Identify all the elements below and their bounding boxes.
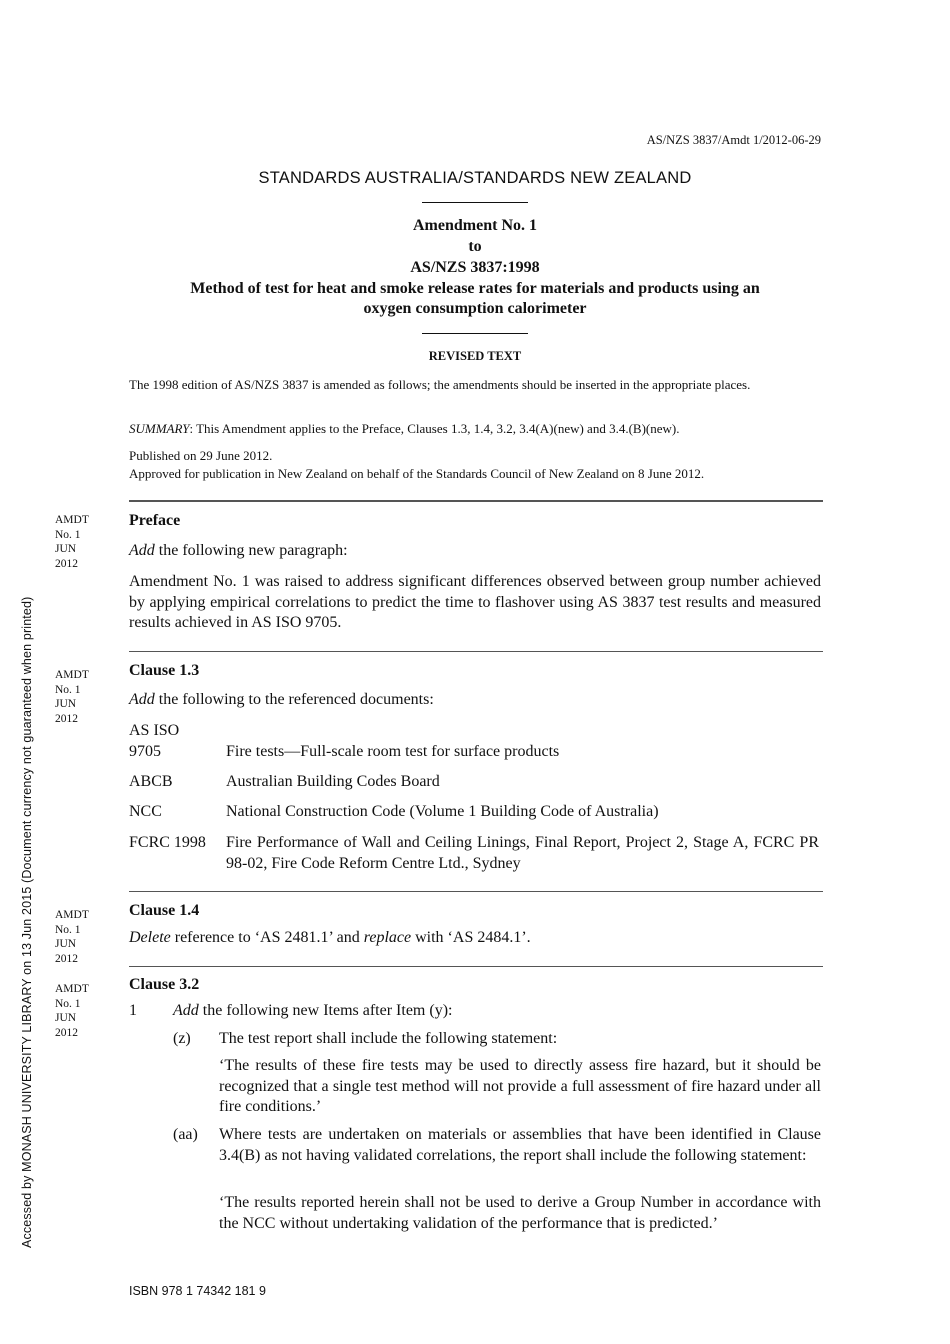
amdt-line: No. 1 — [55, 683, 81, 696]
standard-subject-line1: Method of test for heat and smoke release rates for materials and products using an — [190, 280, 760, 297]
amdt-line: JUN — [55, 938, 77, 950]
preface-instruction — [129, 541, 821, 562]
title-to: to — [468, 238, 482, 255]
amdt-marker-clause-1-4 — [55, 908, 115, 966]
instruction-verb: Add — [129, 691, 155, 708]
standard-subject-line2: oxygen consumption calorimeter — [363, 300, 587, 317]
preface-paragraph: Amendment No. 1 was raised to address significant differences observed between group number achieved by applying empirical correlations to predict the time to flashover using AS 3837 test results and measured results achieved in AS ISO 9705. — [129, 573, 821, 632]
instruction-verb: Add — [129, 542, 155, 559]
ref-code: 9705 — [129, 743, 161, 760]
amdt-line: JUN — [55, 543, 77, 555]
clause-3-2-heading: Clause 3.2 — [129, 976, 200, 993]
preface-heading: Preface — [129, 512, 181, 529]
clause-text: with ‘AS 2484.1’. — [411, 929, 531, 946]
clause-1-4-text — [129, 928, 821, 949]
section-divider — [129, 651, 823, 652]
item-aa-text: Where tests are undertaken on materials or assemblies that have been identified in Clause 3.4(B) as not having validated correlations, the report shall include the following statement: — [219, 1126, 821, 1164]
ref-description: National Construction Code (Volume 1 Building Code of Australia) — [226, 803, 659, 820]
ref-code: ABCB — [129, 773, 173, 790]
ref-code: NCC — [129, 803, 162, 820]
section-divider — [129, 966, 823, 967]
instruction-text: the following new Items after Item (y): — [198, 1002, 453, 1019]
clause-1-3-instruction — [129, 690, 821, 711]
summary-text: : This Amendment applies to the Preface, Clauses 1.3, 1.4, 3.2, 3.4(A)(new) and 3.4.(B)(new). — [189, 421, 680, 436]
amdt-line: AMDT — [55, 909, 89, 921]
amdt-line: AMDT — [55, 514, 89, 526]
amdt-line: 2012 — [55, 712, 78, 725]
ref-description: Fire Performance of Wall and Ceiling Linings, Final Report, Project 2, Stage A, FCRC PR 98-02, Fire Code Reform Centre Ltd., Sydney — [226, 834, 819, 872]
amdt-line: JUN — [55, 698, 77, 710]
document-reference: AS/NZS 3837/Amdt 1/2012-06-29 — [646, 133, 821, 147]
item-aa-quote: ‘The results reported herein shall not be used to derive a Group Number in accordance with the NCC without undertaking validation of the performance that is predicted.’ — [219, 1194, 821, 1232]
item-z-label: (z) — [173, 1030, 191, 1047]
delete-verb: Delete — [129, 929, 171, 946]
ref-description: Fire tests—Full-scale room test for surface products — [226, 743, 560, 760]
intro-amended: The 1998 edition of AS/NZS 3837 is amended as follows; the amendments should be inserted in the appropriate places. — [129, 377, 751, 392]
clause-1-4-heading: Clause 1.4 — [129, 902, 200, 919]
instruction-text: the following new paragraph: — [154, 542, 348, 559]
section-divider — [129, 891, 823, 892]
intro-published: Published on 29 June 2012. — [129, 448, 273, 463]
intro-summary — [129, 420, 821, 438]
amdt-line: AMDT — [55, 669, 89, 681]
ref-code: FCRC 1998 — [129, 834, 206, 851]
clause-1-3-heading: Clause 1.3 — [129, 662, 200, 679]
amdt-marker-preface — [55, 513, 115, 571]
amdt-line: No. 1 — [55, 528, 81, 541]
amdt-marker-clause-1-3 — [55, 668, 115, 726]
amdt-line: No. 1 — [55, 997, 81, 1010]
ref-code: AS ISO — [129, 722, 180, 739]
clause-3-2-instruction — [173, 1001, 452, 1022]
amdt-line: AMDT — [55, 983, 89, 995]
summary-label: SUMMARY — [129, 421, 190, 436]
amdt-line: 2012 — [55, 952, 78, 965]
organization-heading: STANDARDS AUSTRALIA/STANDARDS NEW ZEALAND — [258, 169, 692, 187]
standard-number: AS/NZS 3837:1998 — [410, 259, 540, 276]
amdt-line: 2012 — [55, 557, 78, 570]
isbn: ISBN 978 1 74342 181 9 — [129, 1284, 266, 1298]
item-z-quote: ‘The results of these fire tests may be used to directly assess fire hazard, but it should be recognized that a single test method will not provide a full assessment of fire hazard under all fire conditions.’ — [219, 1057, 821, 1116]
instruction-verb: Add — [173, 1002, 199, 1019]
amdt-marker-clause-3-2 — [55, 982, 115, 1040]
title-rule-top — [422, 202, 528, 203]
ref-description: Australian Building Codes Board — [226, 773, 440, 790]
section-divider-thick — [129, 500, 823, 502]
intro-approved: Approved for publication in New Zealand on behalf of the Standards Council of New Zealand on 8 June 2012. — [129, 466, 705, 481]
item-number: 1 — [129, 1002, 137, 1019]
item-z-text: The test report shall include the following statement: — [219, 1030, 558, 1047]
item-aa-label: (aa) — [173, 1126, 198, 1143]
amendment-title: Amendment No. 1 — [413, 217, 537, 234]
access-watermark: Accessed by MONASH UNIVERSITY LIBRARY on 13 Jun 2015 (Document currency not guaranteed when printed) — [20, 596, 34, 1248]
amdt-line: No. 1 — [55, 923, 81, 936]
instruction-text: the following to the referenced documents: — [154, 691, 434, 708]
amdt-line: 2012 — [55, 1026, 78, 1039]
clause-text: reference to ‘AS 2481.1’ and — [170, 929, 364, 946]
replace-verb: replace — [363, 929, 412, 946]
amdt-line: JUN — [55, 1012, 77, 1024]
title-rule-bottom — [422, 333, 528, 334]
revised-text-heading: REVISED TEXT — [428, 349, 522, 363]
